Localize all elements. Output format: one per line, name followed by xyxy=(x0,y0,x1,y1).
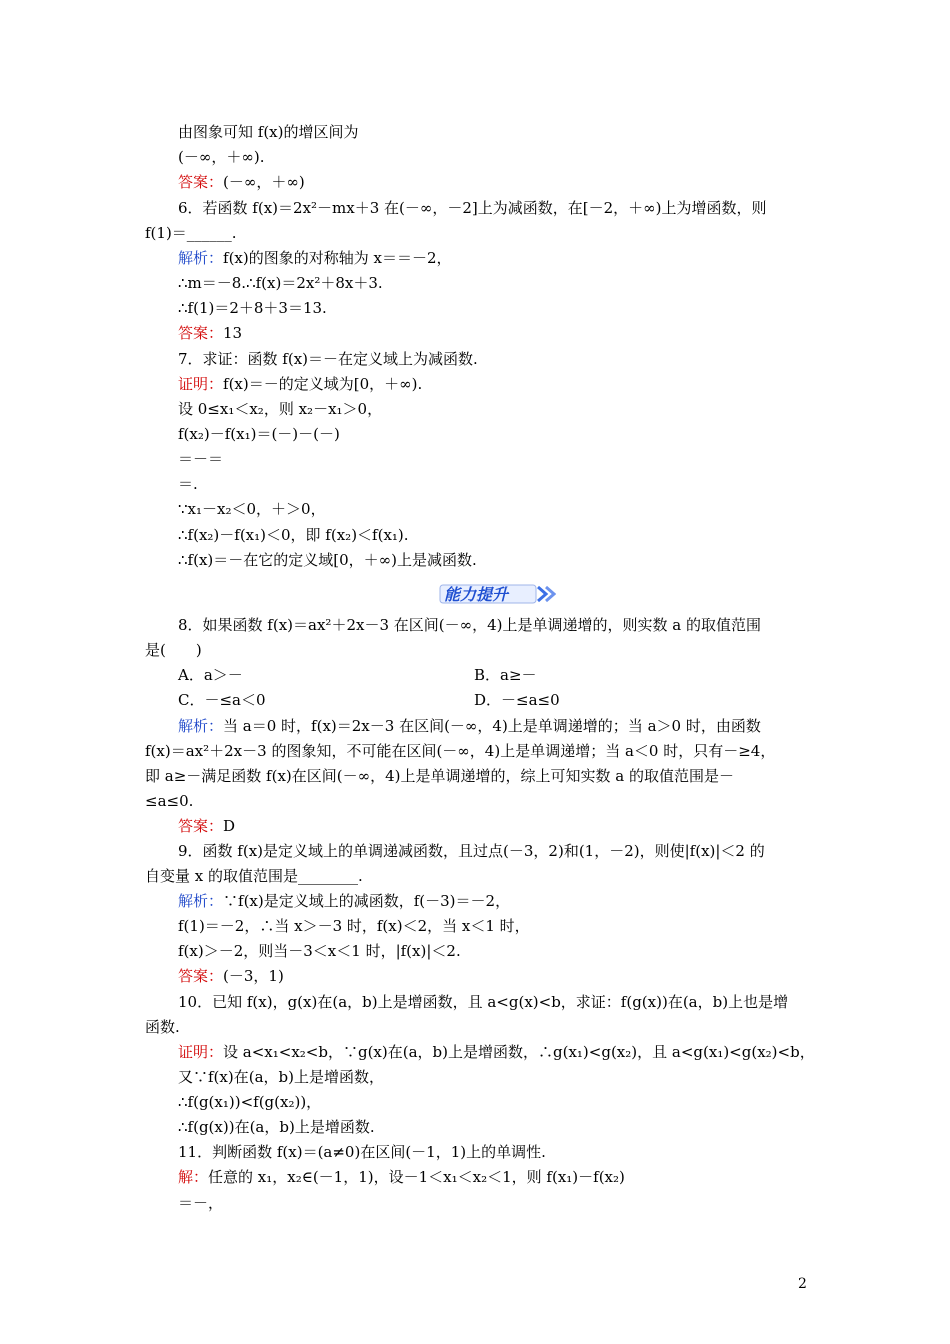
text-line xyxy=(178,1167,625,1187)
line-label: 答案： xyxy=(178,324,224,342)
line-text: ∴f(x)＝－在它的定义域[0，＋∞)上是减函数. xyxy=(178,551,477,569)
line-label: 答案： xyxy=(178,817,224,835)
line-text: ∴m＝－8.∴f(x)＝2x²＋8x＋3. xyxy=(178,274,383,292)
line-text: 10．已知 f(x)，g(x)在(a，b)上是增函数，且 a<g(x)<b，求证：f(g(x))在(a，b)上也是增 xyxy=(178,993,789,1011)
text-line xyxy=(178,966,284,986)
banner-graphic xyxy=(438,581,556,607)
line-label: 解析： xyxy=(178,892,224,910)
line-text: 9．函数 f(x)是定义域上的单调递减函数，且过点(－3，2)和(1，－2)，则使|f(x)|＜2 的 xyxy=(178,842,765,860)
line-text: 设 0≤x₁＜x₂，则 x₂－x₁＞0， xyxy=(178,400,383,418)
line-text: 11．判断函数 f(x)＝(a≠0)在区间(－1，1)上的单调性. xyxy=(178,1143,546,1161)
text-line xyxy=(178,248,452,268)
text-line xyxy=(178,1092,321,1112)
text-line xyxy=(178,198,767,218)
page-number: 2 xyxy=(798,1276,807,1292)
line-text: f(x₂)－f(x₁)＝(－)－(－) xyxy=(178,425,340,443)
line-text: 函数. xyxy=(145,1018,180,1036)
line-text: ∴f(g(x))在(a，b)上是增函数. xyxy=(178,1118,375,1136)
text-line xyxy=(178,147,264,167)
line-text: ∴f(1)＝2＋8＋3＝13. xyxy=(178,299,327,317)
line-text: f(1)＝－2，∴当 x＞－3 时，f(x)＜2，当 x＜1 时， xyxy=(178,917,530,935)
text-line xyxy=(178,816,235,836)
text-line xyxy=(178,424,340,444)
line-label: 解析： xyxy=(178,717,224,735)
text-line xyxy=(145,1017,180,1037)
line-text: 自变量 x 的取值范围是________. xyxy=(145,867,363,885)
text-line xyxy=(178,841,765,861)
line-text: 又∵f(x)在(a，b)上是增函数， xyxy=(178,1068,384,1086)
line-label: 解： xyxy=(178,1168,209,1186)
option-a: A．a＞－ xyxy=(178,666,243,684)
text-line xyxy=(178,1117,375,1137)
line-text: 6．若函数 f(x)＝2x²－mx＋3 在(－∞，－2]上为减函数，在[－2，＋∞)上为增函数，则 xyxy=(178,199,767,217)
text-line xyxy=(178,499,326,519)
line-text: D xyxy=(223,817,236,835)
text-line xyxy=(178,615,761,635)
line-label: 证明： xyxy=(178,375,224,393)
line-label: 答案： xyxy=(178,967,224,985)
text-line xyxy=(178,1067,384,1087)
text-line xyxy=(178,474,198,494)
line-label: 证明： xyxy=(178,1043,224,1061)
text-line xyxy=(178,298,327,318)
text-line xyxy=(178,122,359,142)
text-line xyxy=(178,349,478,369)
text-line xyxy=(178,449,223,469)
text-line xyxy=(178,992,788,1012)
text-line xyxy=(178,172,305,192)
line-text: ＝－， xyxy=(178,1194,224,1212)
line-text: 7．求证：函数 f(x)＝－在定义域上为减函数. xyxy=(178,350,478,368)
text-line xyxy=(145,640,202,660)
text-line xyxy=(178,525,409,545)
option-d: D．－≤a≤0 xyxy=(474,691,560,709)
line-text: 是( ) xyxy=(145,641,202,659)
text-line xyxy=(178,1193,223,1213)
line-text: ∴f(g(x₁))<f(g(x₂))， xyxy=(178,1093,322,1111)
line-text: 即 a≥－满足函数 f(x)在区间(－∞，4)上是单调递增的，综上可知实数 a 的取值范围是－ xyxy=(145,767,734,785)
line-text: f(x)＝－的定义域为[0，＋∞). xyxy=(223,375,423,393)
line-text: ≤a≤0. xyxy=(145,792,194,810)
line-text: f(x)的图象的对称轴为 x＝＝－2， xyxy=(223,249,452,267)
line-text: 13 xyxy=(223,324,243,342)
text-line xyxy=(178,916,530,936)
text-line xyxy=(145,766,734,786)
text-line xyxy=(178,891,510,911)
line-text: C．－≤a＜0 xyxy=(178,691,266,709)
line-text: f(x)＞－2，则当－3＜x＜1 时，|f(x)|＜2. xyxy=(178,942,461,960)
line-text: 8．如果函数 f(x)＝ax²＋2x－3 在区间(－∞，4)上是单调递增的，则实数 a 的取值范围 xyxy=(178,616,761,634)
line-text: ＝－＝ xyxy=(178,450,224,468)
text-line xyxy=(178,273,383,293)
option-b: B．a≥－ xyxy=(474,666,537,684)
text-line xyxy=(178,323,242,343)
text-line xyxy=(145,866,363,886)
line-text: ∵f(x)是定义域上的减函数，f(－3)＝－2， xyxy=(223,892,511,910)
section-banner-ability-improvement xyxy=(438,581,556,607)
line-label: 答案： xyxy=(178,173,224,191)
text-line xyxy=(145,223,237,243)
banner-title: 能力提升 xyxy=(444,585,509,604)
line-text: (－∞，＋∞) xyxy=(223,173,305,191)
text-line xyxy=(178,399,382,419)
chevron-right-icon xyxy=(538,587,546,601)
text-line xyxy=(178,716,761,736)
line-text: (－3，1) xyxy=(223,967,284,985)
line-text: 由图象可知 f(x)的增区间为 xyxy=(178,123,359,141)
line-text: ∴f(x₂)－f(x₁)＜0，即 f(x₂)＜f(x₁). xyxy=(178,526,409,544)
line-text: f(1)＝______. xyxy=(145,224,237,242)
text-line xyxy=(178,374,422,394)
line-text: f(x)＝ax²＋2x－3 的图象知，不可能在区间(－∞，4)上是单调递增；当 a＜0 时，只有－≥4， xyxy=(145,742,776,760)
text-line xyxy=(145,741,775,761)
line-text: 设 a<x₁<x₂<b，∵g(x)在(a，b)上是增函数，∴g(x₁)<g(x₂)，且 a<g(x₁)<g(x₂)<b， xyxy=(223,1043,815,1061)
text-line xyxy=(178,1142,546,1162)
text-line xyxy=(178,941,461,961)
line-text: (－∞，＋∞). xyxy=(178,148,265,166)
text-line xyxy=(178,550,477,570)
text-line xyxy=(145,791,193,811)
text-line xyxy=(178,1042,815,1062)
line-label: 解析： xyxy=(178,249,224,267)
line-text: 任意的 x₁，x₂∈(－1，1)，设－1＜x₁＜x₂＜1，则 f(x₁)－f(x₂) xyxy=(208,1168,625,1186)
line-text: 当 a＝0 时，f(x)＝2x－3 在区间(－∞，4)上是单调递增的；当 a＞0 时，由函数 xyxy=(223,717,761,735)
line-text: ＝. xyxy=(178,475,198,493)
line-text: ∵x₁－x₂＜0，＋＞0， xyxy=(178,500,326,518)
text-line xyxy=(178,690,266,710)
